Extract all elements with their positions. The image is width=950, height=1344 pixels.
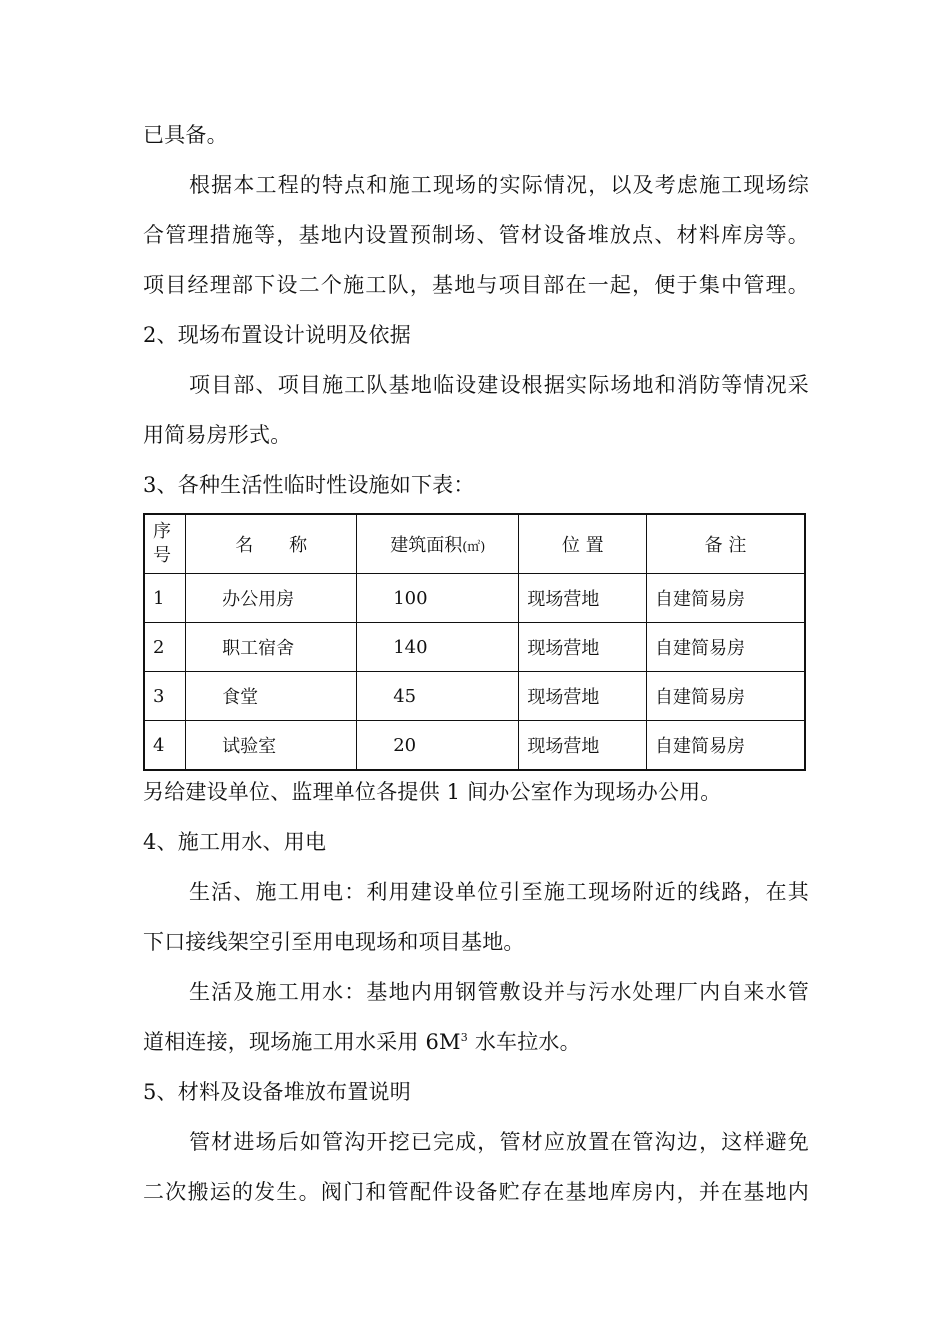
header-serial-line2: 号 xyxy=(153,545,171,566)
paragraph-line: 合管理措施等，基地内设置预制场、管材设备堆放点、材料库房等。 xyxy=(143,223,809,247)
paragraph-line: 用简易房形式。 xyxy=(143,423,292,447)
cell-location: 现场营地 xyxy=(519,574,647,623)
header-note: 备 注 xyxy=(647,514,805,574)
paragraph-continuation: 已具备。 xyxy=(143,123,228,147)
header-area-unit: (㎡) xyxy=(462,540,486,555)
cell-note: 自建简易房 xyxy=(647,721,805,771)
paragraph-line: 另给建设单位、监理单位各提供 1 间办公室作为现场办公用。 xyxy=(143,780,722,804)
cell-serial: 2 xyxy=(144,623,186,672)
text-run: 水车拉水。 xyxy=(467,1030,581,1054)
paragraph-line xyxy=(143,1028,809,1056)
paragraph-line: 生活及施工用水：基地内用钢管敷设并与污水处理厂内自来水管 xyxy=(189,980,809,1004)
cell-name: 职工宿舍 xyxy=(186,623,357,672)
cell-serial: 3 xyxy=(144,672,186,721)
paragraph-line: 二次搬运的发生。阀门和管配件设备贮存在基地库房内，并在基地内 xyxy=(143,1180,809,1204)
table-row xyxy=(144,574,805,623)
header-serial xyxy=(144,514,186,574)
section-heading: 5、材料及设备堆放布置说明 xyxy=(143,1080,411,1104)
cell-name: 食堂 xyxy=(186,672,357,721)
header-location: 位 置 xyxy=(519,514,647,574)
facilities-table xyxy=(143,513,806,771)
cell-note: 自建简易房 xyxy=(647,672,805,721)
paragraph-line: 项目经理部下设二个施工队，基地与项目部在一起，便于集中管理。 xyxy=(143,273,809,297)
header-area-label: 建筑面积 xyxy=(390,535,463,556)
cell-note: 自建简易房 xyxy=(647,574,805,623)
cell-location: 现场营地 xyxy=(519,721,647,771)
cell-serial: 1 xyxy=(144,574,186,623)
cell-area: 45 xyxy=(357,672,519,721)
cell-location: 现场营地 xyxy=(519,672,647,721)
cell-serial: 4 xyxy=(144,721,186,771)
paragraph-line: 根据本工程的特点和施工现场的实际情况，以及考虑施工现场综 xyxy=(189,173,809,197)
cell-name: 办公用房 xyxy=(186,574,357,623)
table-row xyxy=(144,623,805,672)
table-row xyxy=(144,672,805,721)
text-run: 道相连接，现场施工用水采用 6M xyxy=(143,1030,461,1054)
cell-note: 自建简易房 xyxy=(647,623,805,672)
paragraph-line: 下口接线架空引至用电现场和项目基地。 xyxy=(143,930,525,954)
table-header-row xyxy=(144,514,805,574)
cell-area: 140 xyxy=(357,623,519,672)
paragraph-line: 生活、施工用电：利用建设单位引至施工现场附近的线路，在其 xyxy=(189,880,809,904)
section-heading: 4、施工用水、用电 xyxy=(143,830,327,854)
section-heading: 3、各种生活性临时性设施如下表： xyxy=(143,473,475,497)
section-heading: 2、现场布置设计说明及依据 xyxy=(143,323,411,347)
header-name: 名 称 xyxy=(186,514,357,574)
cell-location: 现场营地 xyxy=(519,623,647,672)
cell-name: 试验室 xyxy=(186,721,357,771)
superscript: 3 xyxy=(460,1031,468,1044)
paragraph-line: 管材进场后如管沟开挖已完成，管材应放置在管沟边，这样避免 xyxy=(189,1130,809,1154)
cell-area: 100 xyxy=(357,574,519,623)
header-area xyxy=(357,514,519,574)
header-serial-line1: 序 xyxy=(153,521,171,542)
paragraph-line: 项目部、项目施工队基地临设建设根据实际场地和消防等情况采 xyxy=(189,373,809,397)
table-row xyxy=(144,721,805,771)
cell-area: 20 xyxy=(357,721,519,771)
